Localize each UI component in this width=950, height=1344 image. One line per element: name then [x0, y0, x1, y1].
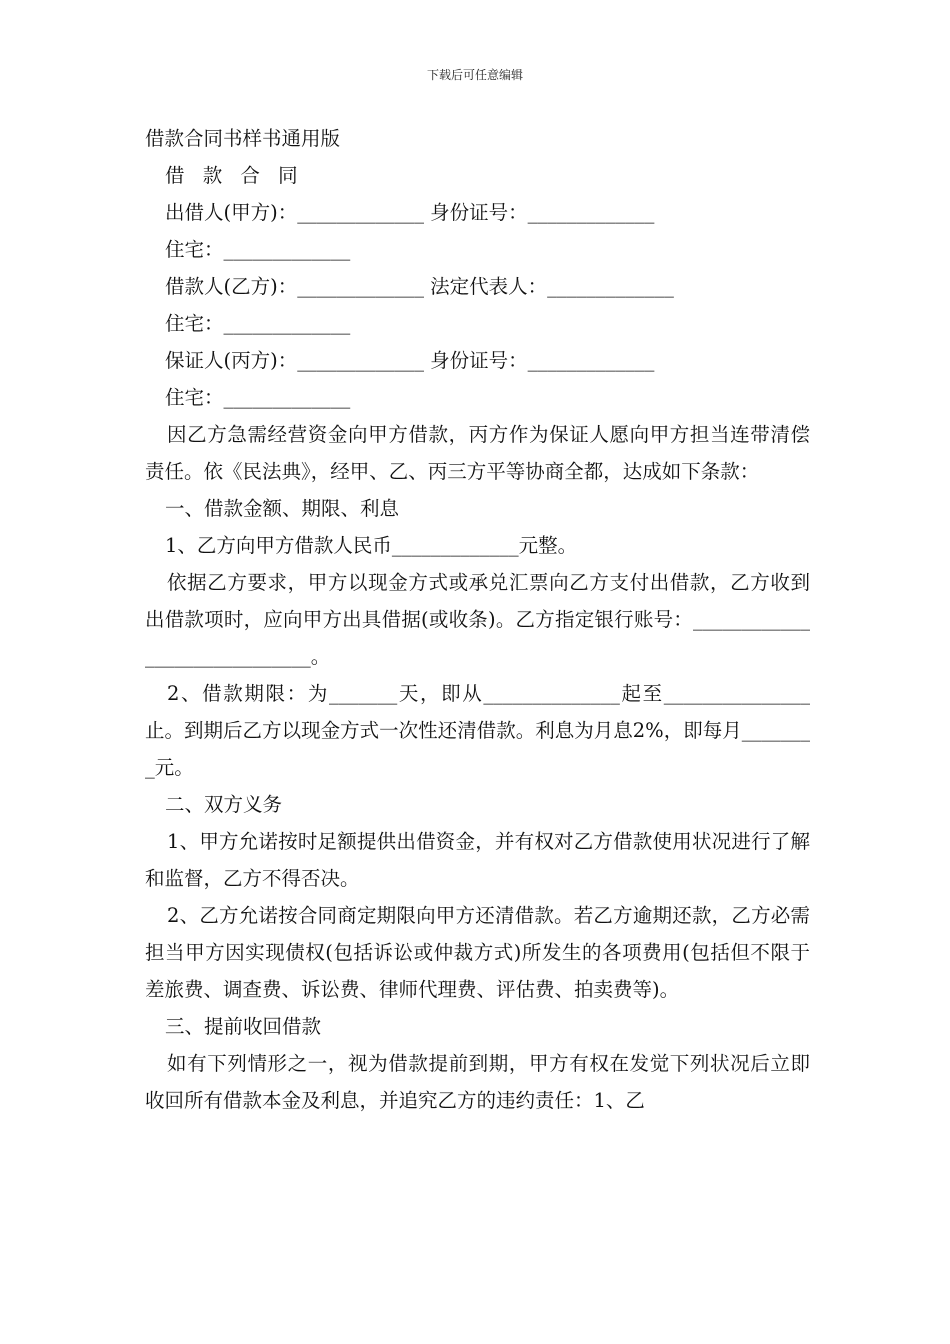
- section-2-item-1-text: 1、甲方允诺按时足额提供出借资金，并有权对乙方借款使用状况进行了解和监督，乙方不得否决。: [145, 830, 810, 890]
- guarantor-line: 保证人(丙方)：_____________ 身份证号：_____________: [165, 349, 655, 372]
- section-1-paragraph: [145, 564, 810, 675]
- section-2-title: 二、双方义务: [165, 793, 283, 816]
- section-2-item-1: [145, 823, 810, 897]
- lender-address-line: 住宅：_____________: [165, 238, 351, 261]
- section-3-paragraph-text: 如有下列情形之一，视为借款提前到期，甲方有权在发觉下列状况后立即收回所有借款本金及利息，并追究乙方的违约责任：1、乙: [145, 1052, 810, 1112]
- contract-heading: 借 款 合 同: [165, 164, 304, 187]
- section-3-paragraph: [145, 1045, 810, 1119]
- section-1-item-2-text: 2、借款期限：为_______天，即从______________起至_______________止。到期后乙方以现金方式一次性还清借款。利息为月息2%，即每月________元。: [145, 682, 810, 779]
- document-title: 借款合同书样书通用版: [145, 127, 341, 150]
- document-body: [145, 120, 810, 1119]
- section-2-item-2-text: 2、乙方允诺按合同商定期限向甲方还清借款。若乙方逾期还款，乙方必需担当甲方因实现债权(包括诉讼或仲裁方式)所发生的各项费用(包括但不限于差旅费、调查费、诉讼费、律师代理费、评估费、拍卖费等)。: [145, 904, 810, 1001]
- section-3-title: 三、提前收回借款: [165, 1015, 322, 1038]
- intro-text: 因乙方急需经营资金向甲方借款，丙方作为保证人愿向甲方担当连带清偿责任。依《民法典》，经甲、乙、丙三方平等协商全都，达成如下条款：: [145, 423, 810, 483]
- page-header-note: 下载后可任意编辑: [426, 68, 523, 82]
- intro-paragraph: [145, 416, 810, 490]
- borrower-address-line: 住宅：_____________: [165, 312, 351, 335]
- borrower-line: 借款人(乙方)：_____________ 法定代表人：_____________: [165, 275, 674, 298]
- section-1-item-2: [145, 675, 810, 786]
- section-1-item-1: 1、乙方向甲方借款人民币_____________元整。: [165, 534, 578, 557]
- guarantor-address-line: 住宅：_____________: [165, 386, 351, 409]
- section-1-title: 一、借款金额、期限、利息: [165, 497, 400, 520]
- section-2-item-2: [145, 897, 810, 1008]
- lender-line: 出借人(甲方)：_____________ 身份证号：_____________: [165, 201, 655, 224]
- section-1-paragraph-text: 依据乙方要求，甲方以现金方式或承兑汇票向乙方支付出借款，乙方收到出借款项时，应向甲方出具借据(或收条)。乙方指定银行账号：_____________________________。: [145, 571, 810, 668]
